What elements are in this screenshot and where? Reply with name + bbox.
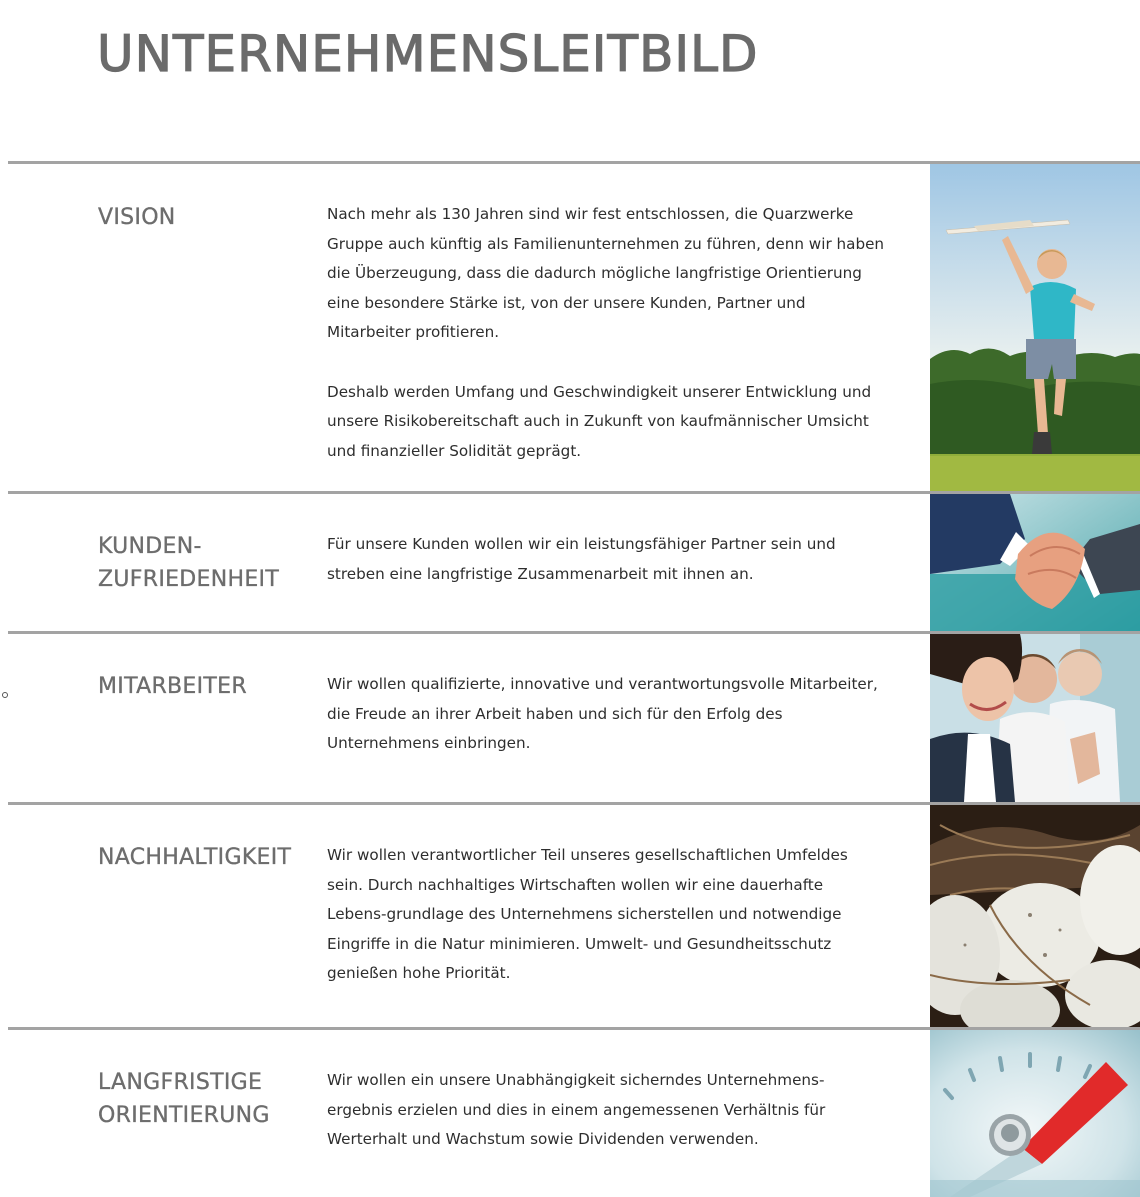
section-heading: MITARBEITER <box>98 674 247 699</box>
section-text <box>327 1066 887 1155</box>
handshake-photo <box>930 494 1140 631</box>
section-heading: KUNDEN- ZUFRIEDENHEIT <box>98 534 280 592</box>
section-text <box>327 670 887 759</box>
section-text <box>327 200 887 466</box>
section-heading: LANGFRISTIGE ORIENTIERUNG <box>98 1070 270 1128</box>
section-heading: NACHHALTIGKEIT <box>98 845 292 870</box>
section-text <box>327 530 887 589</box>
section-mitarbeiter <box>0 634 1140 802</box>
boy-airplane-photo <box>930 164 1140 491</box>
eggs-nest-photo <box>930 805 1140 1027</box>
section-vision <box>0 164 1140 491</box>
section-nachhaltigkeit <box>0 805 1140 1027</box>
paragraph: Deshalb werden Umfang und Geschwindigkeit unserer Entwicklung und unsere Risikobereitschaft auch in Zukunft von kaufmännischer Umsicht und finanzieller Solidität geprägt. <box>327 382 872 460</box>
paragraph: Wir wollen ein unsere Unabhängigkeit sicherndes Unternehmens-ergebnis erzielen und dies in einem angemessenen Verhältnis für Werterhalt und Wachstum sowie Dividenden verwenden. <box>327 1071 826 1149</box>
paragraph: Wir wollen qualifizierte, innovative und verantwortungsvolle Mitarbeiter, die Freude an ihrer Arbeit haben und sich für den Erfolg des Unternehmens einbringen. <box>327 675 878 753</box>
section-heading: VISION <box>98 205 176 230</box>
paragraph: Nach mehr als 130 Jahren sind wir fest entschlossen, die Quarzwerke Gruppe auch künftig als Familienunternehmen zu führen, denn wir haben die Überzeugung, dass die dadurch mögliche langfristige Orientierung eine besondere Stärke ist, von der unsere Kunden, Partner und Mitarbeiter profitieren. <box>327 205 885 342</box>
section-langfristige-orientierung <box>0 1030 1140 1197</box>
compass-photo <box>930 1030 1140 1197</box>
team-photo <box>930 634 1140 802</box>
section-kundenzufriedenheit <box>0 494 1140 631</box>
section-text <box>327 841 887 989</box>
paragraph: Für unsere Kunden wollen wir ein leistungsfähiger Partner sein und streben eine langfristige Zusammenarbeit mit ihnen an. <box>327 535 836 583</box>
paragraph: Wir wollen verantwortlicher Teil unseres gesellschaftlichen Umfeldes sein. Durch nachhaltiges Wirtschaften wollen wir eine dauerhafte Lebens-grundlage des Unternehmens sicherstellen und notwendige Eingriffe in die Natur minimieren. Umwelt- und Gesundheitsschutz genießen hohe Priorität. <box>327 846 848 983</box>
page-title: UNTERNEHMENSLEITBILD <box>97 25 759 83</box>
